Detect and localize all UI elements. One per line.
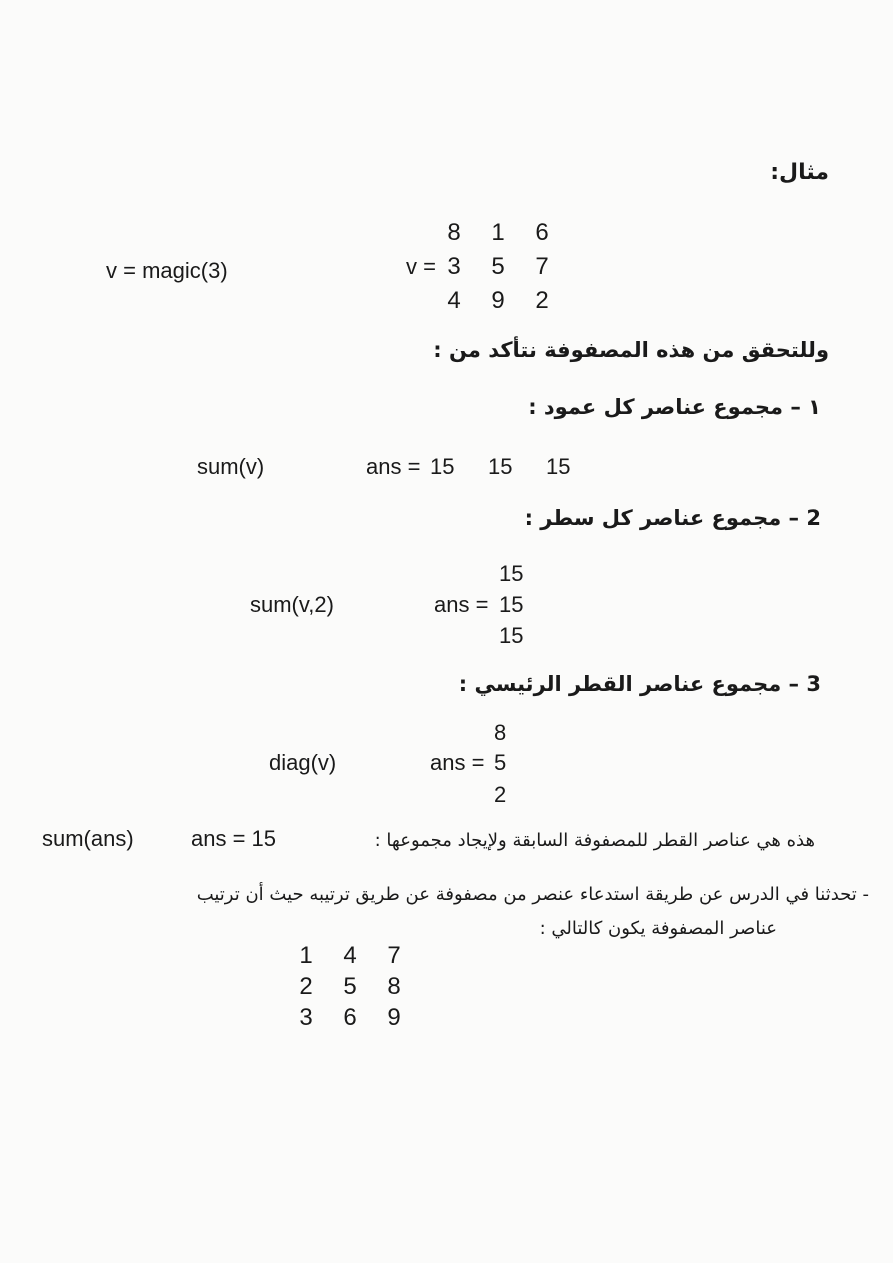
example-heading: مثال: (770, 160, 829, 185)
matrix-row (432, 284, 564, 318)
matrix-cell: 9 (491, 287, 505, 314)
indexing-line1: - تحدثنا في الدرس عن طريقة استدعاء عنصر من مصفوفة عن طريق ترتيبه حيث أن ترتيب (196, 884, 869, 905)
diag-sum-result: ans = 15 (191, 826, 277, 851)
matrix-cell: 6 (535, 219, 549, 246)
matrix-cell: 9 (387, 1004, 401, 1031)
step1-result-label: ans = (366, 454, 421, 479)
magic-command: v = magic(3) (106, 258, 228, 283)
matrix-cell: 2 (535, 287, 549, 314)
step1-title: ١ – مجموع عناصر كل عمود : (528, 395, 821, 419)
step3-value: 2 (494, 782, 507, 807)
step3-command: diag(v) (269, 750, 337, 775)
matrix-row (432, 250, 564, 284)
step2-result-label: ans = (434, 592, 489, 617)
step2-value: 15 (499, 561, 524, 586)
matrix-cell: 6 (343, 1004, 357, 1031)
matrix-row (432, 216, 564, 250)
index-order-matrix (284, 940, 416, 1033)
matrix-cell: 4 (343, 942, 357, 969)
matrix-cell: 3 (299, 1004, 313, 1031)
matrix-cell: 5 (343, 973, 357, 1000)
matrix-cell: 3 (447, 253, 461, 280)
matrix-cell: 8 (387, 973, 401, 1000)
diag-sum-text: هذه هي عناصر القطر للمصفوفة السابقة ولإيجاد مجموعها : (374, 830, 815, 851)
step3-value: 5 (494, 750, 507, 775)
step3-result-label: ans = (430, 750, 485, 775)
step2-title: 2 – مجموع عناصر كل سطر : (524, 506, 821, 530)
matrix-cell: 4 (447, 287, 461, 314)
step2-command: sum(v,2) (250, 592, 334, 617)
step1-command: sum(v) (197, 454, 265, 479)
verify-intro: وللتحقق من هذه المصفوفة نتأكد من : (433, 338, 829, 362)
step2-value: 15 (499, 592, 524, 617)
matrix-row (284, 1002, 416, 1033)
step3-value: 8 (494, 720, 507, 745)
matrix-row (284, 971, 416, 1002)
matrix-cell: 1 (491, 219, 505, 246)
step2-value: 15 (499, 623, 524, 648)
indexing-line2: عناصر المصفوفة يكون كالتالي : (539, 918, 777, 939)
step1-value: 15 (488, 454, 513, 479)
matrix-cell: 1 (299, 942, 313, 969)
step1-value: 15 (430, 454, 455, 479)
matrix-cell: 5 (491, 253, 505, 280)
matrix-cell: 7 (387, 942, 401, 969)
step1-value: 15 (546, 454, 571, 479)
matrix-cell: 2 (299, 973, 313, 1000)
matrix-row (284, 940, 416, 971)
magic-matrix (432, 216, 564, 318)
matrix-cell: 8 (447, 219, 461, 246)
magic-lhs: v = (406, 254, 436, 279)
diag-sum-command: sum(ans) (42, 826, 134, 851)
matrix-cell: 7 (535, 253, 549, 280)
step3-title: 3 – مجموع عناصر القطر الرئيسي : (458, 672, 821, 696)
